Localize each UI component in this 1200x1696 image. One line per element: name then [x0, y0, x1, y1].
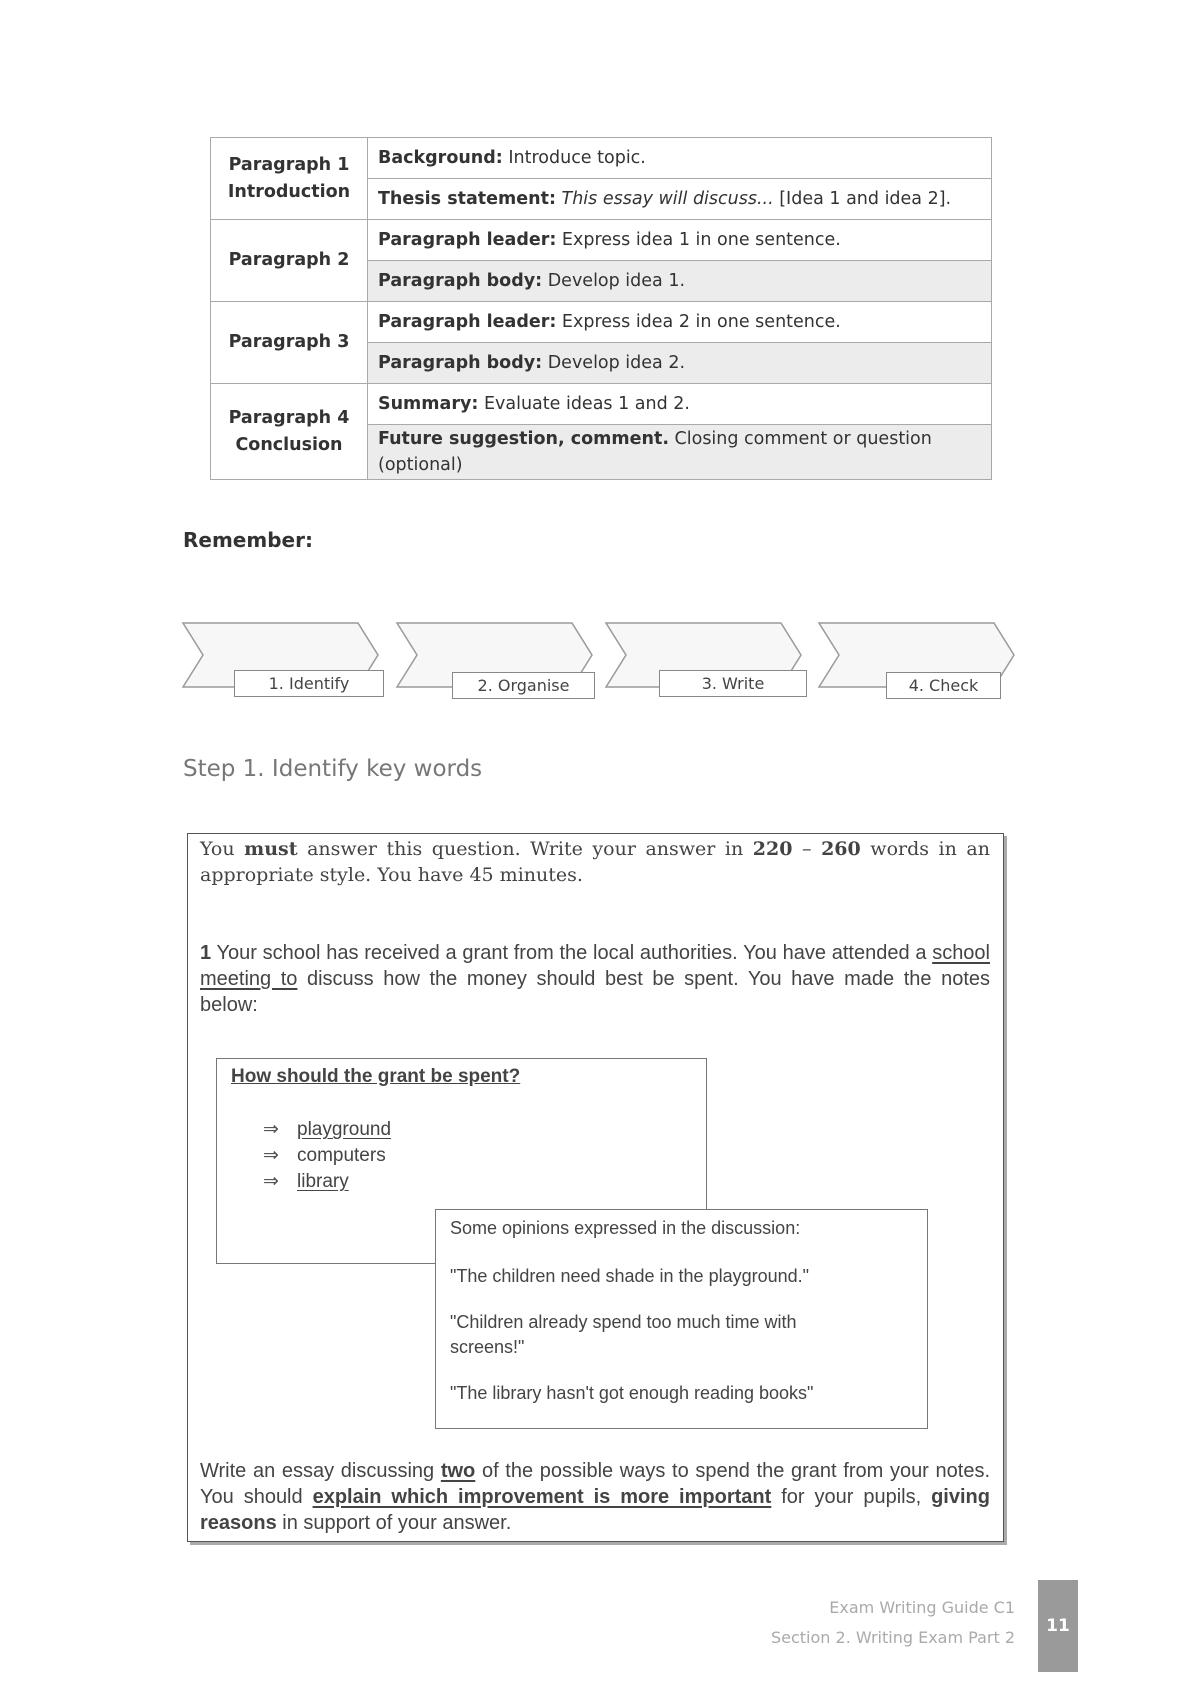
paragraph-label: Paragraph 1 Introduction: [211, 138, 368, 220]
table-cell: Thesis statement: This essay will discuss... [Idea 1 and idea 2].: [368, 179, 992, 220]
remember-heading: Remember:: [183, 528, 313, 552]
task-instructions: You must answer this question. Write your answer in 220 – 260 words in an appropriate style. You have 45 minutes.: [200, 838, 990, 886]
opinion-quote: "Children already spend too much time with screens!": [450, 1312, 797, 1357]
table-cell: Paragraph leader: Express idea 2 in one sentence.: [368, 302, 992, 343]
step-organise: 2. Organise: [452, 672, 595, 699]
table-row: [211, 138, 992, 179]
opinion-quote: "The library hasn't got enough reading books": [450, 1383, 814, 1403]
table-row: [211, 220, 992, 261]
footer-section: Section 2. Writing Exam Part 2: [770, 1628, 1015, 1647]
table-cell: Summary: Evaluate ideas 1 and 2.: [368, 384, 992, 425]
table-row: [211, 384, 992, 425]
exam-task-box: [187, 833, 1004, 1542]
notes-list: [263, 1117, 391, 1195]
paragraph-label: Paragraph 2: [211, 220, 368, 302]
opinions-intro: Some opinions expressed in the discussion:: [450, 1218, 801, 1238]
step-write: 3. Write: [659, 670, 807, 697]
opinion-quote: "The children need shade in the playground.": [450, 1266, 810, 1286]
task-closing: Write an essay discussing two of the possible ways to spend the grant from your notes. You should explain which improvement is more important for your pupils, giving reasons in support of your answer.: [200, 1460, 990, 1534]
paragraph-label: Paragraph 4 Conclusion: [211, 384, 368, 480]
list-item: ⇒ computers: [263, 1143, 391, 1169]
notes-title: How should the grant be spent?: [231, 1066, 521, 1087]
table-cell: Future suggestion, comment. Closing comment or question (optional): [368, 425, 992, 480]
paragraph-label: Paragraph 3: [211, 302, 368, 384]
arrow-right-icon: ⇒: [263, 1171, 279, 1192]
table-row: [211, 302, 992, 343]
step-check: 4. Check: [886, 672, 1001, 699]
step-identify: 1. Identify: [234, 670, 384, 697]
essay-structure-table: [210, 137, 992, 480]
opinions-box: [435, 1209, 928, 1429]
list-item: ⇒ library: [263, 1169, 391, 1195]
footer-title: Exam Writing Guide C1: [829, 1598, 1015, 1617]
table-cell: Paragraph body: Develop idea 2.: [368, 343, 992, 384]
table-cell: Paragraph leader: Express idea 1 in one sentence.: [368, 220, 992, 261]
list-item: ⇒ playground: [263, 1117, 391, 1143]
table-cell: Background: Introduce topic.: [368, 138, 992, 179]
table-cell: Paragraph body: Develop idea 1.: [368, 261, 992, 302]
question-text: 1 Your school has received a grant from the local authorities. You have attended a school meeting to discuss how the money should best be spent. You have made the notes below:: [200, 942, 990, 1016]
arrow-right-icon: ⇒: [263, 1145, 279, 1166]
page-number: 11: [1038, 1580, 1078, 1672]
step-heading: Step 1. Identify key words: [183, 756, 483, 782]
arrow-right-icon: ⇒: [263, 1119, 279, 1140]
